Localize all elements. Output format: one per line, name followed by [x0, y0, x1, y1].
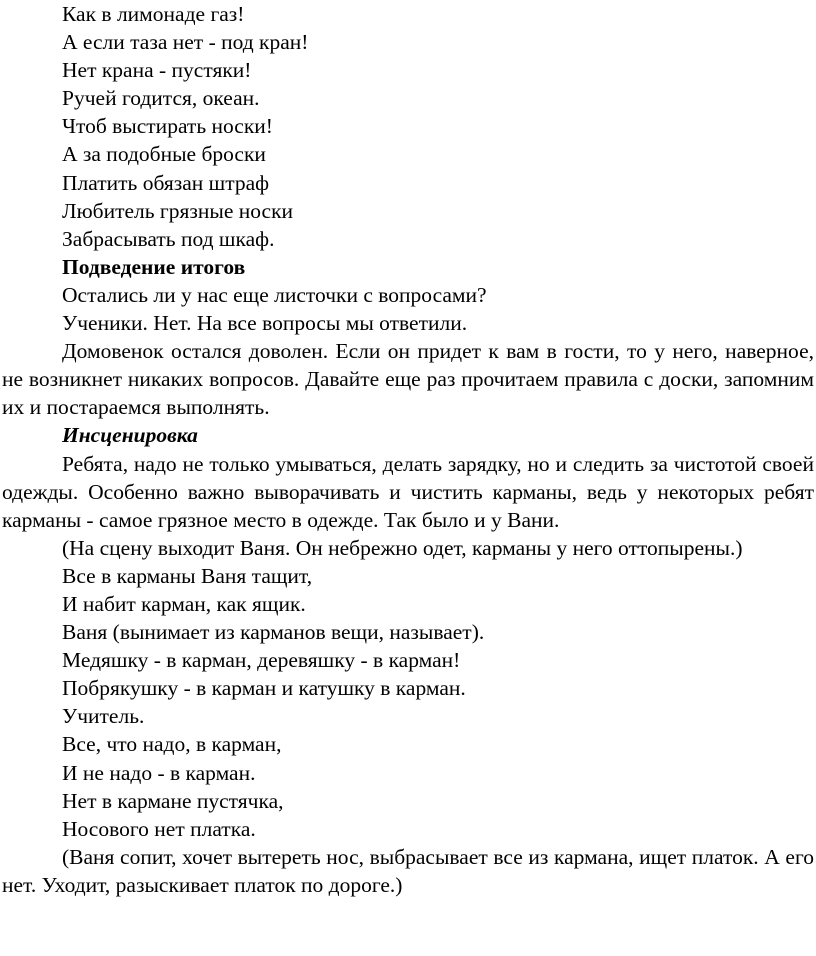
poem-line: И набит карман, как ящик.: [62, 591, 306, 616]
stage-direction: (На сцену выходит Ваня. Он небрежно одет, карманы у него оттопырены.): [62, 535, 743, 560]
staging-heading: Инсценировка: [62, 423, 198, 448]
poem-line: Все, что надо, в карман,: [62, 732, 282, 757]
poem-line: Чтоб выстирать носки!: [62, 114, 273, 139]
summary-question: Остались ли у нас еще листочки с вопросами?: [62, 282, 487, 307]
poem-line: Ваня (вынимает из карманов вещи, называет).: [62, 620, 485, 645]
poem-line: А за подобные броски: [62, 142, 266, 167]
poem-line: Носового нет платка.: [62, 816, 256, 841]
poem-line: Ручей годится, океан.: [62, 86, 260, 111]
summary-heading: Подведение итогов: [62, 254, 246, 279]
poem-line: Платить обязан штраф: [62, 170, 270, 195]
poem-line: Как в лимонаде газ!: [62, 2, 245, 26]
poem-line: Побрякушку - в карман и катушку в карман.: [62, 676, 466, 701]
summary-answer: Ученики. Нет. На все вопросы мы ответили.: [62, 311, 468, 336]
summary-paragraph: Домовенок остался доволен. Если он придет к вам в гости, то у него, наверное, не возникнет никаких вопросов. Давайте еще раз прочитаем правила с доски, запомним их и постараемся выполнять.: [2, 339, 814, 420]
poem-line: Все в карманы Ваня тащит,: [62, 563, 313, 588]
poem-line: А если таза нет - под кран!: [62, 30, 309, 55]
poem-line: Нет в кармане пустячка,: [62, 788, 284, 813]
poem-line: Учитель.: [62, 704, 145, 729]
stage-direction: (Ваня сопит, хочет вытереть нос, выбрасывает все из кармана, ищет платок. А его нет. Уходит, разыскивает платок по дороге.): [2, 844, 814, 897]
staging-paragraph: Ребята, надо не только умываться, делать зарядку, но и следить за чистотой своей одежды. Особенно важно выворачивать и чистить карманы, ведь у некоторых ребят карманы - самое грязное место в одежде. Так было и у Вани.: [2, 451, 814, 532]
poem-line: Забрасывать под шкаф.: [62, 226, 275, 251]
poem-line: Любитель грязные носки: [62, 198, 294, 223]
poem-line: Нет крана - пустяки!: [62, 58, 252, 83]
poem-line: И не надо - в карман.: [62, 760, 256, 785]
poem-line: Медяшку - в карман, деревяшку - в карман!: [62, 648, 461, 673]
